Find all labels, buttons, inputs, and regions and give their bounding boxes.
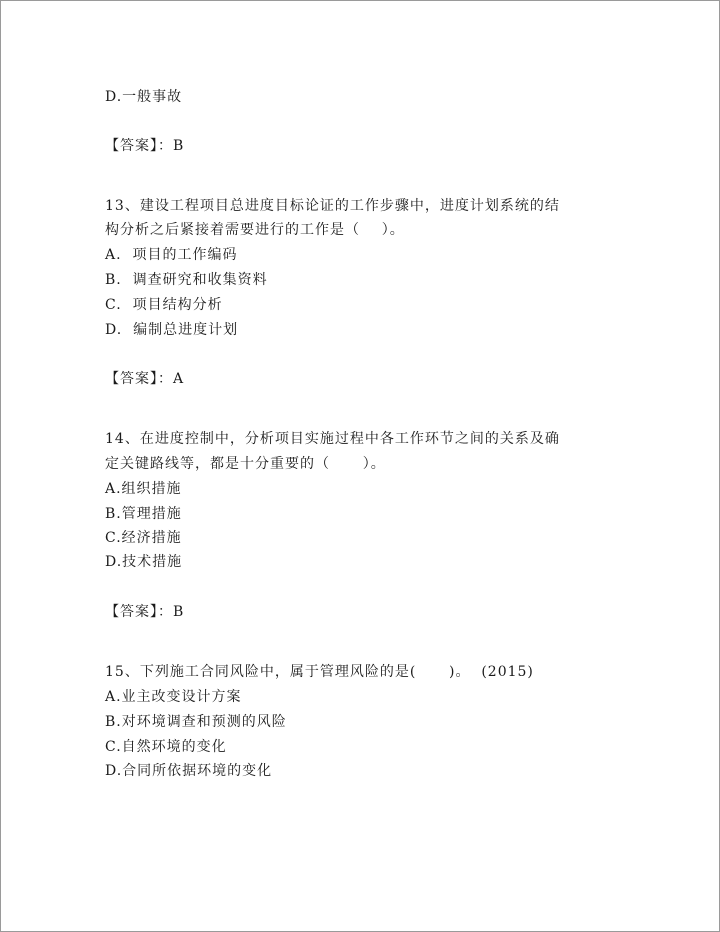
q13-stem-line1: 13、建设工程项目总进度目标论证的工作步骤中，进度计划系统的结: [105, 198, 560, 214]
prev-option-d: D.一般事故: [105, 89, 183, 105]
q15-option-d: D.合同所依据环境的变化: [105, 763, 273, 779]
q13-option-a: A. 项目的工作编码: [105, 247, 238, 263]
q13-option-b: B. 调查研究和收集资料: [105, 272, 268, 288]
q14-option-a: A.组织措施: [105, 481, 182, 497]
q14-stem-line2: 定关键路线等，都是十分重要的（ ）。: [105, 456, 386, 472]
prev-answer: 【答案】：B: [105, 138, 185, 154]
q14-stem-line1: 14、在进度控制中，分析项目实施过程中各工作环节之间的关系及确: [105, 431, 560, 447]
q15-option-c: C.自然环境的变化: [105, 739, 227, 755]
q13-stem-line2: 构分析之后紧接着需要进行的工作是（ ）。: [105, 222, 405, 238]
q14-option-d: D.技术措施: [105, 554, 183, 570]
q14-option-b: B.管理措施: [105, 506, 182, 522]
q13-option-c: C. 项目结构分析: [105, 297, 223, 313]
q13-answer: 【答案】：A: [105, 371, 185, 387]
q14-answer: 【答案】：B: [105, 604, 185, 620]
q15-option-b: B.对环境调查和预测的风险: [105, 714, 287, 730]
q15-option-a: A.业主改变设计方案: [105, 689, 242, 705]
q15-stem-line1: 15、下列施工合同风险中，属于管理风险的是( )。 (2015): [105, 664, 534, 680]
q13-option-d: D. 编制总进度计划: [105, 322, 239, 338]
q14-option-c: C.经济措施: [105, 530, 182, 546]
